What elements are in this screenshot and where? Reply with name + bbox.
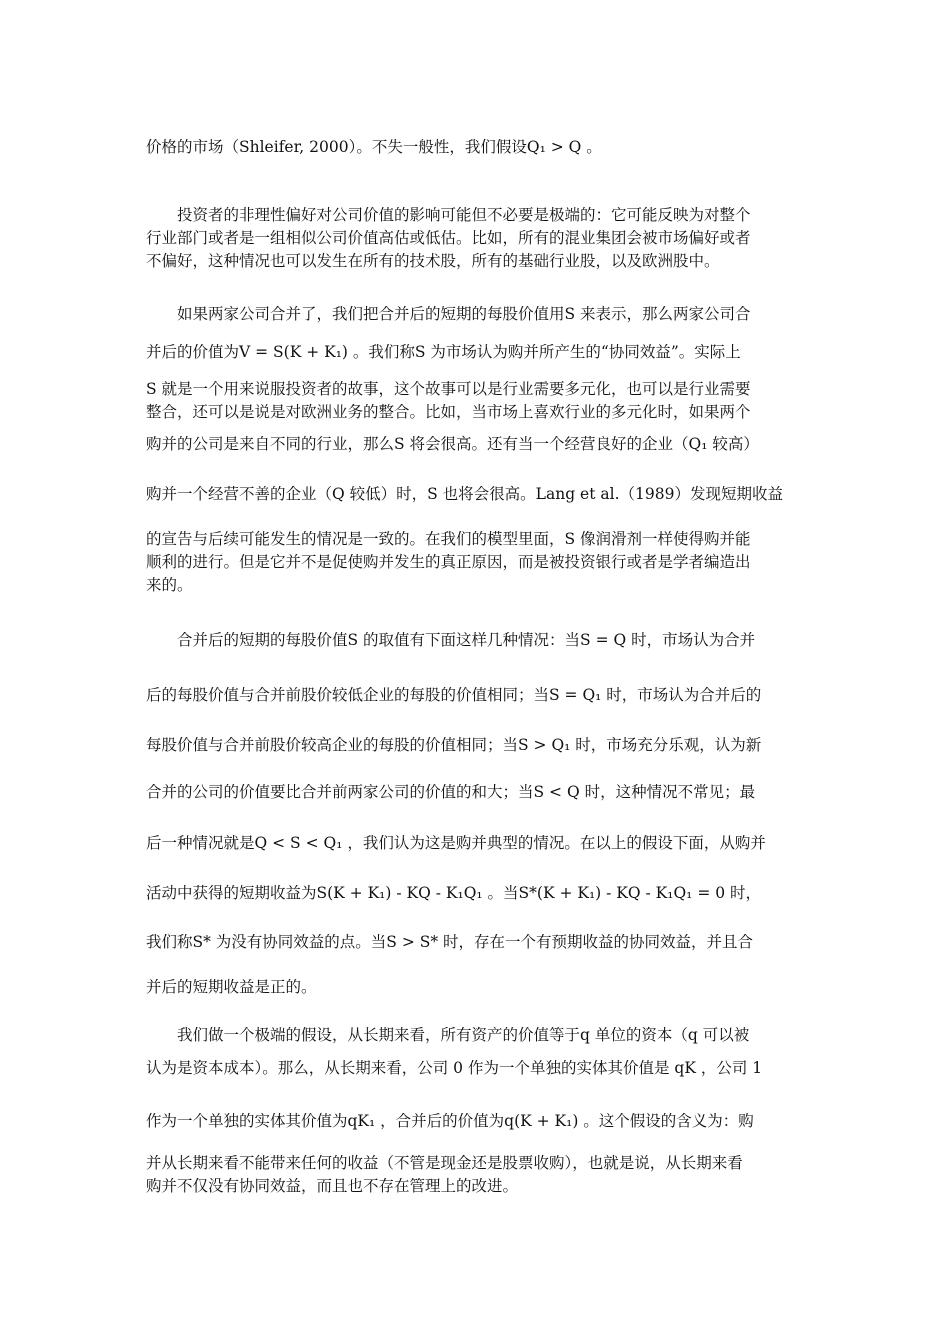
text-line-12: 顺利的进行。但是它并不是促使购并发生的真正原因，而是被投资银行或者是学者编造出 (146, 553, 751, 571)
text-line-14: 合并后的短期的每股价值S 的取值有下面这样几种情况：当S = Q 时，市场认为合并 (177, 631, 756, 649)
text-line-7: S 就是一个用来说服投资者的故事，这个故事可以是行业需要多元化，也可以是行业需要 (146, 380, 751, 398)
text-line-18: 后一种情况就是Q < S < Q₁ ，我们认为这是购并典型的情况。在以上的假设下面，从购并 (146, 834, 766, 852)
text-line-16: 每股价值与合并前股价较高企业的每股的价值相同；当S > Q₁ 时，市场充分乐观，认为新 (146, 736, 762, 754)
text-line-26: 购并不仅没有协同效益，而且也不存在管理上的改进。 (146, 1177, 519, 1195)
text-line-3: 行业部门或者是一组相似公司价值高估或低估。比如，所有的混业集团会被市场偏好或者 (146, 229, 751, 247)
text-line-8: 整合，还可以是说是对欧洲业务的整合。比如，当市场上喜欢行业的多元化时，如果两个 (146, 403, 751, 421)
text-line-25: 并从长期来看不能带来任何的收益（不管是现金还是股票收购），也就是说，从长期来看 (146, 1154, 743, 1172)
text-line-9: 购并的公司是来自不同的行业，那么S 将会很高。还有当一个经营良好的企业（Q₁ 较高） (146, 435, 759, 453)
text-line-19: 活动中获得的短期收益为S(K + K₁) - KQ - K₁Q₁ 。当S*(K + K₁) - KQ - K₁Q₁ = 0 时， (146, 884, 762, 902)
text-line-13: 来的。 (146, 576, 193, 594)
text-line-1: 价格的市场（Shleifer, 2000）。不失一般性，我们假设Q₁ > Q 。 (146, 138, 602, 156)
text-line-5: 如果两家公司合并了，我们把合并后的短期的每股价值用S 来表示，那么两家公司合 (177, 305, 751, 323)
text-line-23: 认为是资本成本）。那么，从长期来看，公司 0 作为一个单独的实体其价值是 qK ，公司 1 (146, 1059, 763, 1077)
text-line-24: 作为一个单独的实体其价值为qK₁ ，合并后的价值为q(K + K₁) 。这个假设的含义为：购 (146, 1112, 754, 1130)
text-line-17: 合并的公司的价值要比合并前两家公司的价值的和大；当S < Q 时，这种情况不常见；最 (146, 783, 756, 801)
text-line-20: 我们称S* 为没有协同效益的点。当S > S* 时，存在一个有预期收益的协同效益，并且合 (146, 933, 754, 951)
text-line-2: 投资者的非理性偏好对公司价值的影响可能但不必要是极端的：它可能反映为对整个 (177, 206, 751, 224)
text-line-11: 的宣告与后续可能发生的情况是一致的。在我们的模型里面，S 像润滑剂一样使得购并能 (146, 530, 751, 548)
text-line-10: 购并一个经营不善的企业（Q 较低）时，S 也将会很高。Lang et al.（1989）发现短期收益 (146, 485, 783, 503)
text-line-4: 不偏好，这种情况也可以发生在所有的技术股，所有的基础行业股，以及欧洲股中。 (146, 252, 720, 270)
text-line-15: 后的每股价值与合并前股价较低企业的每股的价值相同；当S = Q₁ 时，市场认为合并后的 (146, 686, 762, 704)
text-line-21: 并后的短期收益是正的。 (146, 978, 317, 996)
text-line-22: 我们做一个极端的假设，从长期来看，所有资产的价值等于q 单位的资本（q 可以被 (177, 1026, 750, 1044)
text-line-6: 并后的价值为V = S(K + K₁) 。我们称S 为市场认为购并所产生的“协同效益”。实际上 (146, 343, 741, 361)
